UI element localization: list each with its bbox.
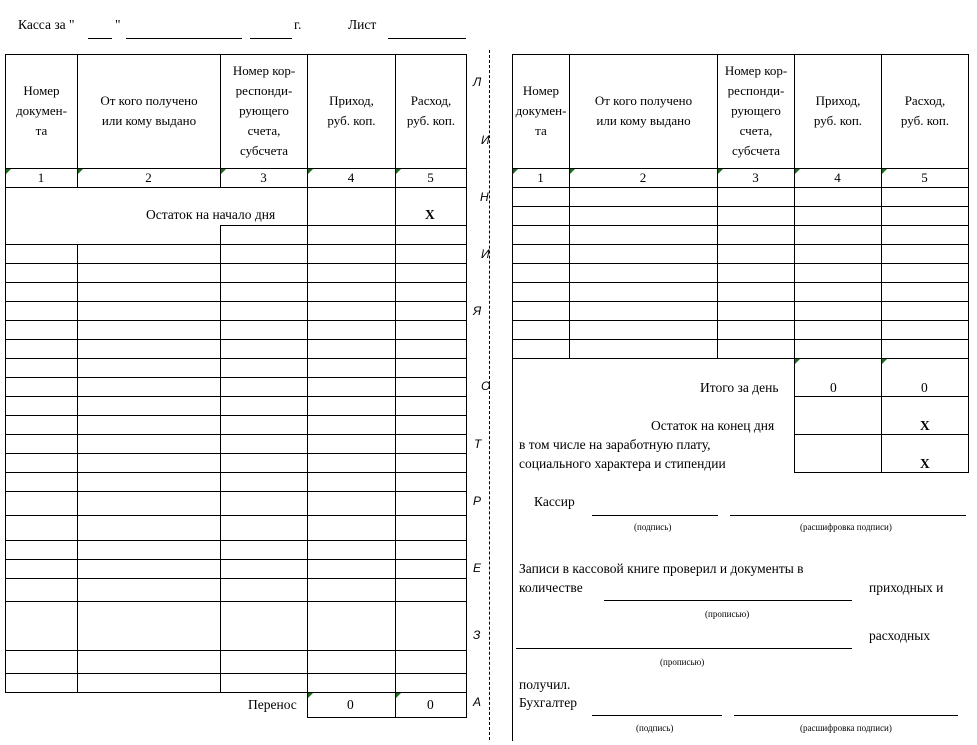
closing-x: Х [920, 418, 930, 433]
accountant-signature-field[interactable] [592, 715, 722, 716]
col-expense-header: Расход, руб. коп. [900, 93, 950, 128]
col-doc-number-number: 1 [37, 170, 45, 185]
table-row-line [5, 415, 467, 416]
opening-balance-label: Остаток на начало дня [146, 207, 276, 222]
table-row-line [5, 601, 467, 602]
in-words-hint-1: (прописью) [705, 609, 750, 619]
year-suffix: г. [294, 17, 302, 32]
table-row-line [5, 301, 467, 302]
col-from-whom-header: От кого получено или кому выдано [100, 93, 198, 128]
cashier-decode-field[interactable] [730, 515, 966, 516]
quote-close: " [115, 17, 121, 32]
rule-h [512, 168, 969, 169]
table-row-line [5, 396, 467, 397]
rule-v [881, 187, 882, 359]
table-row-line [5, 339, 467, 340]
rule-v [512, 187, 513, 359]
col-doc-number-header: Номер докумен- та [515, 83, 567, 138]
table-row-line [5, 244, 467, 245]
rule-v [220, 54, 221, 188]
rule-h [5, 54, 467, 55]
kassa-label: Касса за " [18, 17, 75, 32]
table-row-line [5, 263, 467, 264]
carry-expense: 0 [427, 697, 434, 712]
rule-v [307, 244, 308, 693]
table-row-line [5, 578, 467, 579]
col-from-whom-number: 2 [145, 170, 152, 185]
cell-marker [308, 169, 313, 174]
decode-hint-2: (расшифровка подписи) [800, 723, 892, 733]
including-line1: в том числе на заработную плату, [519, 437, 711, 452]
table-row-line [512, 301, 969, 302]
col-account-header: Номер кор- респонди- рующего счета, субсчета [232, 63, 296, 158]
table-row-line [512, 339, 969, 340]
rule-v [307, 187, 308, 245]
rule-v [794, 187, 795, 359]
rule-v [77, 54, 78, 188]
cut-line [489, 50, 490, 740]
rule-v [968, 358, 969, 473]
separator-letter: Т [474, 437, 482, 451]
table-row-line [5, 377, 467, 378]
table-row-line [5, 515, 467, 516]
separator-letter: Н [480, 190, 489, 204]
col-income-number: 4 [347, 170, 355, 185]
separator-letter: Е [473, 561, 482, 575]
checked-line1: Записи в кассовой книге проверил и документы в [519, 561, 804, 576]
incoming-label: приходных и [869, 580, 944, 595]
col-income-header: Приход, руб. коп. [327, 93, 376, 128]
sheet-field[interactable] [388, 38, 466, 39]
table-row-line [5, 472, 467, 473]
cell-marker [396, 169, 401, 174]
col-income-number: 4 [834, 170, 841, 185]
cell-marker [795, 169, 800, 174]
col-doc-number-header: Номер докумен- та [16, 83, 67, 138]
col-from-whom-number: 2 [639, 170, 647, 185]
total-income: 0 [830, 380, 837, 395]
rule-v [569, 187, 570, 359]
decode-hint: (расшифровка подписи) [800, 522, 892, 532]
signature-hint: (подпись) [634, 522, 672, 532]
rule-v [968, 54, 969, 188]
cell-marker [221, 169, 226, 174]
rule-h [5, 168, 467, 169]
including-line2: социального характера и стипендии [519, 456, 726, 471]
cell-marker [718, 169, 723, 174]
col-doc-number-number: 1 [537, 170, 544, 185]
rule-v [881, 358, 882, 473]
rule-h [512, 187, 969, 188]
month-field[interactable] [126, 38, 242, 39]
year-field[interactable] [250, 38, 292, 39]
checked-line2: количестве [519, 580, 583, 595]
rule-v [881, 54, 882, 188]
carry-income: 0 [347, 697, 354, 712]
cashier-signature-field[interactable] [592, 515, 718, 516]
rule-v [512, 54, 513, 188]
accountant-label: Бухгалтер [519, 695, 577, 710]
separator-letter: О [481, 379, 491, 393]
cashier-label: Кассир [534, 494, 575, 509]
cell-marker [882, 169, 887, 174]
col-account-header: Номер кор- респонди- рующего счета, субсчета [724, 63, 788, 158]
table-row-line [5, 282, 467, 283]
separator-letter: З [473, 628, 481, 642]
opening-balance-x: Х [425, 207, 435, 222]
received-label: получил. [519, 677, 571, 692]
rule-v [794, 54, 795, 188]
cell-marker [513, 169, 518, 174]
table-row-line [5, 434, 467, 435]
outgoing-label: расходных [869, 628, 931, 643]
carry-label: Перенос [248, 697, 297, 712]
rule-h [220, 225, 467, 226]
sheet-label: Лист [348, 17, 377, 32]
rule-v [395, 54, 396, 188]
separator-letter: И [481, 247, 490, 261]
separator-letter: А [473, 695, 482, 709]
col-account-number: 3 [752, 170, 759, 185]
table-row-line [5, 453, 467, 454]
rule-v [968, 187, 969, 359]
separator-letter: И [481, 133, 490, 147]
rule-h [794, 434, 969, 435]
rule-v [717, 54, 718, 188]
rule-h [512, 54, 969, 55]
col-income-header: Приход, руб. коп. [813, 93, 863, 128]
rule-v [794, 358, 795, 473]
accountant-decode-field[interactable] [734, 715, 958, 716]
rule-v [307, 54, 308, 188]
total-expense: 0 [921, 380, 928, 395]
table-row-line [512, 225, 969, 226]
total-label: Итого за день [700, 380, 779, 395]
cell-marker [570, 169, 575, 174]
rule-h [794, 472, 969, 473]
incoming-count-field[interactable] [604, 600, 852, 601]
table-row-line [512, 206, 969, 207]
rule-v [395, 244, 396, 693]
table-row-line [5, 559, 467, 560]
rule-v [512, 358, 513, 741]
rule-v [717, 187, 718, 359]
table-row-line [5, 673, 467, 674]
table-row-line [5, 650, 467, 651]
rule-v [220, 225, 221, 245]
cell-marker [396, 693, 401, 698]
closing-balance-label: Остаток на конец дня [651, 418, 775, 433]
in-words-hint-2: (прописью) [660, 657, 705, 667]
table-row-line [512, 358, 969, 359]
including-x: Х [920, 456, 930, 471]
rule-v [5, 54, 6, 188]
col-expense-number: 5 [921, 170, 928, 185]
table-row-line [512, 282, 969, 283]
rule-v [220, 244, 221, 693]
col-expense-number: 5 [427, 170, 434, 185]
separator-letter: Я [473, 304, 482, 318]
rule-h [307, 717, 467, 718]
table-row-line [512, 320, 969, 321]
cell-marker [795, 359, 800, 364]
rule-v [569, 54, 570, 188]
col-account-number: 3 [260, 170, 267, 185]
cell-marker [882, 359, 887, 364]
table-row-line [5, 491, 467, 492]
table-row-line [512, 263, 969, 264]
separator-letter: Л [473, 75, 482, 89]
cell-marker [308, 693, 313, 698]
rule-v [77, 244, 78, 693]
cell-marker [78, 169, 83, 174]
cell-marker [6, 169, 11, 174]
col-expense-header: Расход, руб. коп. [406, 93, 456, 128]
table-row-line [5, 358, 467, 359]
day-field[interactable] [88, 38, 112, 39]
rule-v [466, 54, 467, 188]
table-row-line [5, 540, 467, 541]
col-from-whom-header: От кого получено или кому выдано [594, 93, 693, 128]
separator-letter: Р [473, 494, 482, 508]
rule-h [794, 396, 969, 397]
signature-hint-2: (подпись) [636, 723, 674, 733]
rule-h [5, 187, 467, 188]
table-row-line [512, 244, 969, 245]
outgoing-count-field[interactable] [516, 648, 852, 649]
rule-v [395, 187, 396, 245]
table-row-line [5, 320, 467, 321]
